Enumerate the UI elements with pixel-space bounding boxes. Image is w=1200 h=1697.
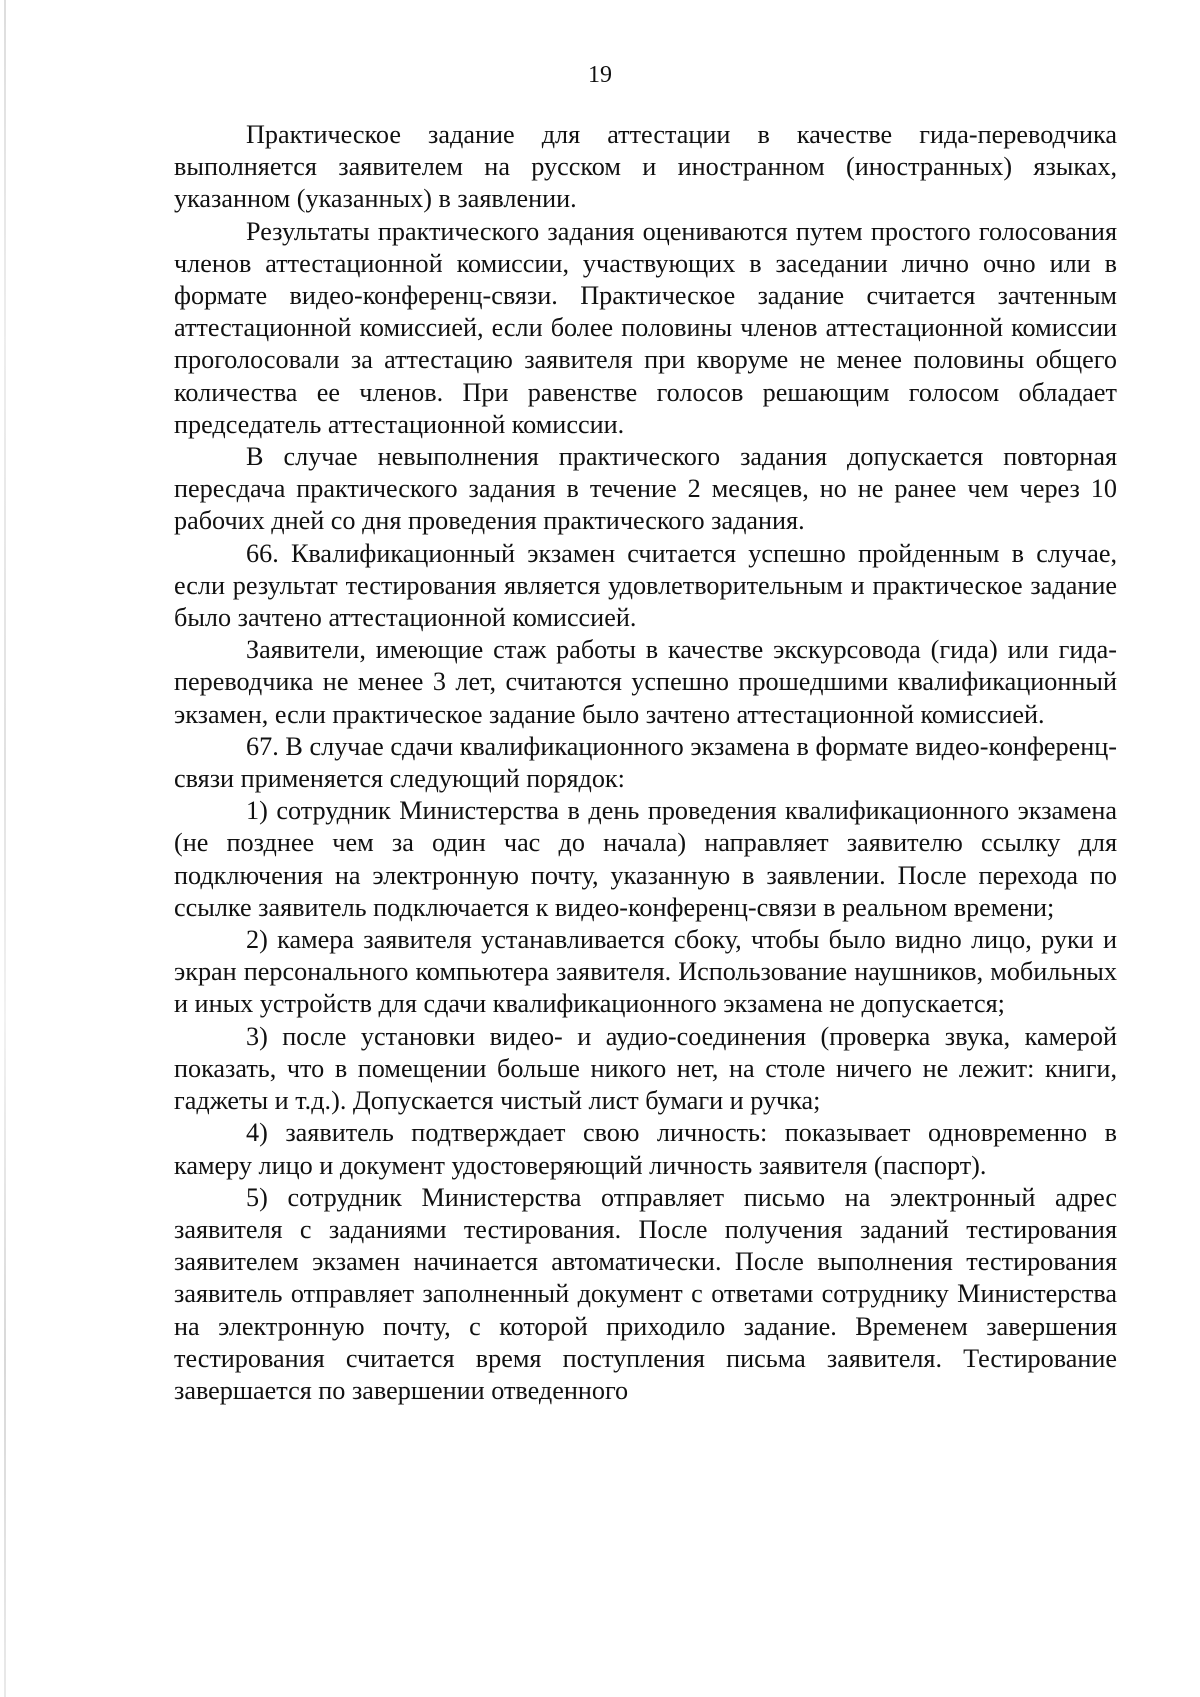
- scan-edge-artifact: [4, 0, 6, 1697]
- paragraph-practical-task-results: Результаты практического задания оцениваются путем простого голосования членов аттестационной комиссии, участвующих в заседании лично очно или в формате видео-конференц-связи. Практическое задание считается зачтенным аттестационной комиссией, если более половины членов аттестационной комиссии проголосовали за аттестацию заявителя при кворуме не менее половины общего количества ее членов. При равенстве голосов решающим голосом обладает председатель аттестационной комиссии.: [174, 216, 1117, 439]
- paragraph-practical-task-retake: В случае невыполнения практического задания допускается повторная пересдача практического задания в течение 2 месяцев, но не ранее чем через 10 рабочих дней со дня проведения практического задания.: [174, 442, 1117, 536]
- paragraph-clause-67: 67. В случае сдачи квалификационного экзамена в формате видео-конференц-связи применяется следующий порядок:: [174, 731, 1117, 794]
- list-item-1: 1) сотрудник Министерства в день проведения квалификационного экзамена (не позднее чем за один час до начала) направляет заявителю ссылку для подключения на электронную почту, указанную в заявлении. После перехода по ссылке заявитель подключается к видео-конференц-связи в реальном времени;: [174, 796, 1117, 922]
- list-item-4: 4) заявитель подтверждает свою личность: показывает одновременно в камеру лицо и документ удостоверяющий личность заявителя (паспорт).: [174, 1118, 1117, 1180]
- document-body: [174, 119, 1117, 1407]
- paragraph-clause-66: 66. Квалификационный экзамен считается успешно пройденным в случае, если результат тестирования является удовлетворительным и практическое задание было зачтено аттестационной комиссией.: [174, 538, 1117, 633]
- list-item-3: 3) после установки видео- и аудио-соединения (проверка звука, камерой показать, что в помещении больше никого нет, на столе ничего не лежит: книги, гаджеты и т.д.). Допускается чистый лист бумаги и ручка;: [174, 1021, 1117, 1116]
- list-item-2: 2) камера заявителя устанавливается сбоку, чтобы было видно лицо, руки и экран персонального компьютера заявителя. Использование наушников, мобильных и иных устройств для сдачи квалификационного экзамена не допускается;: [174, 925, 1117, 1019]
- list-item-5: 5) сотрудник Министерства отправляет письмо на электронный адрес заявителя с заданиями тестирования. После получения заданий тестирования заявителем экзамен начинается автоматически. После выполнения тестирования заявитель отправляет заполненный документ с ответами сотруднику Министерства на электронную почту, с которой приходило задание. Временем завершения тестирования считается время поступления письма заявителя. Тестирование завершается по завершении отведенного: [174, 1182, 1117, 1405]
- page-number: 19: [588, 62, 612, 88]
- paragraph-experienced-applicants: Заявители, имеющие стаж работы в качестве экскурсовода (гида) или гида-переводчика не менее 3 лет, считаются успешно прошедшими квалификационный экзамен, если практическое задание было зачтено аттестационной комиссией.: [174, 635, 1117, 729]
- paragraph-practical-task-language: Практическое задание для аттестации в качестве гида-переводчика выполняется заявителем на русском и иностранном (иностранных) языках, указанном (указанных) в заявлении.: [174, 120, 1117, 214]
